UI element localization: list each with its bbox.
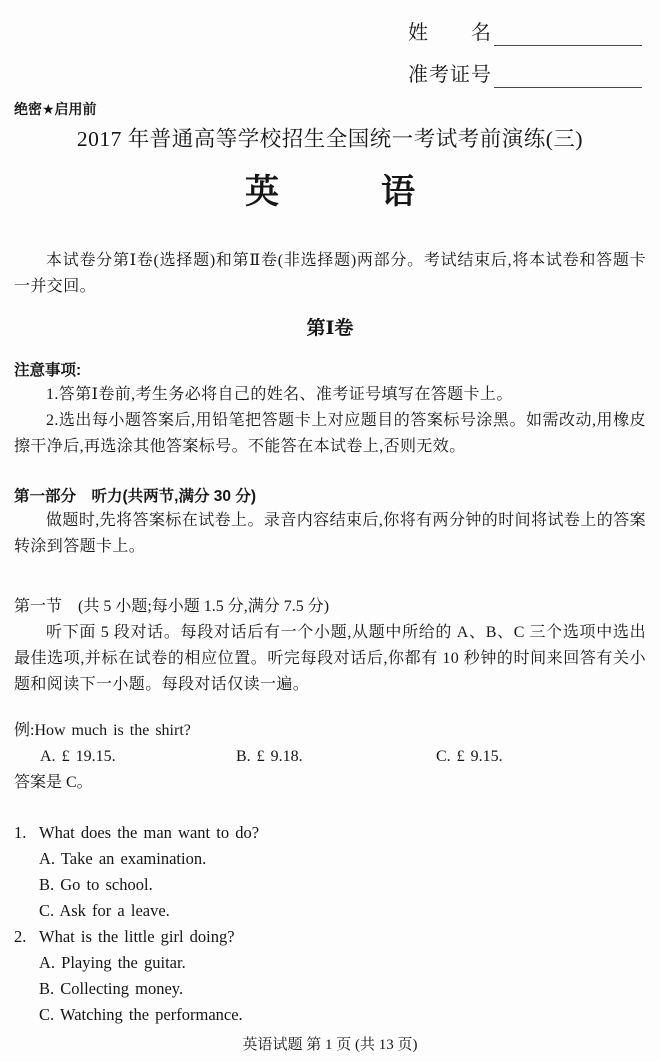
- listening-intro-paragraph: 做题时,先将答案标在试卷上。录音内容结束后,你将有两分钟的时间将试卷上的答案转涂到答题卡上。: [14, 512, 646, 555]
- exam-title: 2017 年普通高等学校招生全国统一考试考前演练(三): [76, 127, 584, 151]
- example-option-b: [236, 744, 436, 770]
- question-1: [14, 820, 646, 924]
- part1-heading: 第Ⅰ卷: [306, 318, 354, 339]
- question-1-option-a: A. Take an examination.: [39, 849, 207, 868]
- question-2-option-c: C. Watching the performance.: [39, 1005, 243, 1024]
- admission-number-blank-line: [494, 63, 642, 88]
- notes-item-1: 1.答第Ⅰ卷前,考生务必将自己的姓名、准考证号填写在答题卡上。: [46, 386, 513, 403]
- page-footer: 英语试题 第 1 页 (共 13 页): [242, 1037, 418, 1053]
- secrecy-notice: 绝密★启用前: [14, 101, 97, 117]
- example-option-c-label: C.: [436, 748, 451, 765]
- example-options-row: [40, 744, 646, 770]
- example-answer: 答案是 C。: [14, 774, 93, 791]
- notes-item-2: 2.选出每小题答案后,用铅笔把答题卡上对应题目的答案标号涂黑。如需改动,用橡皮擦干净后,再选涂其他答案标号。不能答在本试卷上,否则无效。: [14, 412, 646, 455]
- question-2-option-a: A. Playing the guitar.: [39, 953, 186, 972]
- example-option-a-value: £ 19.15.: [61, 748, 116, 765]
- question-1-number: 1.: [14, 823, 27, 842]
- subsection1-intro-paragraph: 听下面 5 段对话。每段对话后有一个小题,从题中所给的 A、B、C 三个选项中选出最佳选项,并标在试卷的相应位置。听完每段对话后,你都有 10 秒钟的时间来回答有关小题和阅读下一小题。每段对话仅读一遍。: [14, 624, 646, 693]
- question-2-text: What is the little girl doing?: [39, 927, 235, 946]
- question-2-option-b: B. Collecting money.: [39, 979, 184, 998]
- question-2: [14, 924, 646, 1028]
- example-question-prompt: 例:How much is the shirt?: [14, 722, 191, 739]
- listening-section-heading: 第一部分 听力(共两节,满分 30 分): [14, 488, 256, 505]
- question-1-text: What does the man want to do?: [39, 823, 260, 842]
- question-1-stem: [14, 820, 646, 846]
- question-1-option-c: C. Ask for a leave.: [39, 901, 170, 920]
- subsection1-heading: 第一节 (共 5 小题;每小题 1.5 分,满分 7.5 分): [14, 598, 330, 615]
- example-option-a-label: A.: [40, 748, 56, 765]
- notes-title: 注意事项:: [14, 362, 82, 379]
- question-1-option-b: B. Go to school.: [39, 875, 153, 894]
- name-label: 姓 名: [408, 22, 492, 44]
- question-list: [14, 820, 646, 1028]
- example-option-b-value: £ 9.18.: [256, 748, 303, 765]
- question-2-number: 2.: [14, 927, 27, 946]
- name-field-row: [14, 16, 642, 46]
- example-option-a: [40, 744, 236, 770]
- name-blank-line: [494, 21, 642, 46]
- question-2-stem: [14, 924, 646, 950]
- subject-title: 英 语: [245, 173, 415, 211]
- admission-number-label: 准考证号: [408, 64, 492, 86]
- exam-intro-paragraph: 本试卷分第Ⅰ卷(选择题)和第Ⅱ卷(非选择题)两部分。考试结束后,将本试卷和答题卡一并交回。: [14, 252, 646, 295]
- example-option-c-value: £ 9.15.: [456, 748, 503, 765]
- admission-number-field-row: [14, 58, 642, 88]
- example-option-c: [436, 744, 646, 770]
- example-option-b-label: B.: [236, 748, 251, 765]
